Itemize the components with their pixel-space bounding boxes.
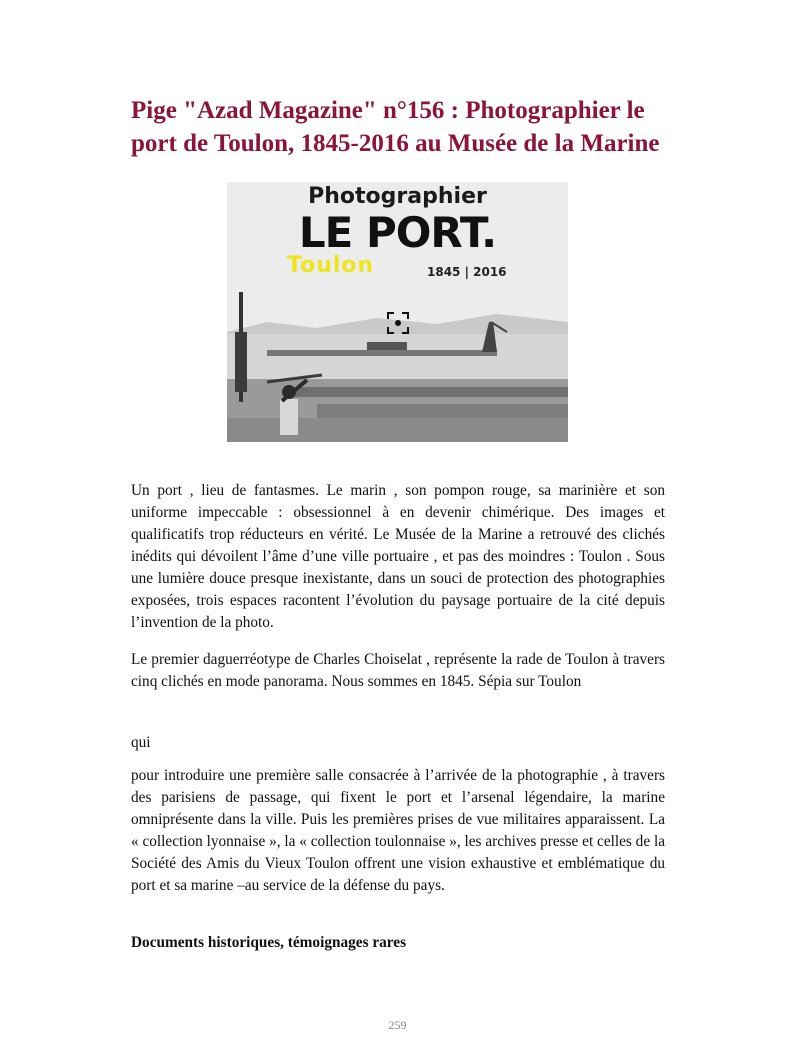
article-paragraph: Le premier daguerréotype de Charles Choiselat , représente la rade de Toulon à travers cinq clichés en mode panorama. Nous sommes en 1845. Sépia sur Toulon <box>131 651 665 690</box>
focus-frame-icon <box>387 312 409 334</box>
poster-line-1: Photographier <box>308 184 487 209</box>
poster-dates: 1845 | 2016 <box>427 265 507 279</box>
article-paragraph: pour introduire une première salle consacrée à l’arrivée de la photographie , à travers des parisiens de passage, qui fixent le port et l’arsenal légendaire, la marine omniprésente dans la ville. Puis les premières prises de vue militaires apparaissent. La « collection lyonnaise », la « collection toulonnaise », les archives presse et celles de la Société des Amis du Vieux Toulon offrent une vision exhaustive et emblématique du port et sa marine –au service de la défense du pays. <box>131 767 665 894</box>
section-subheading: Documents historiques, témoignages rares <box>131 934 407 951</box>
page-number: 259 <box>388 1018 407 1032</box>
poster-line-2: LE PORT. <box>298 208 497 257</box>
article-title: Pige "Azad Magazine" n°156 : Photographier le port de Toulon, 1845-2016 au Musée de la Marine <box>131 97 660 157</box>
article-paragraph: Un port , lieu de fantasmes. Le marin , son pompon rouge, sa marinière et son uniforme impeccable : obsessionnel à en devenir chimérique. Des images et qualificatifs trop réducteurs en vérité. Le Musée de la Marine a retrouvé des clichés inédits qui dévoilent l’âme d’une ville portuaire , et pas des moindres : Toulon . Sous une lumière douce presque inexistante, dans un souci de protection des photographies exposées, trois espaces racontent l’évolution du paysage portuaire de la cité depuis l’invention de la photo. <box>131 482 665 631</box>
exhibition-poster-image <box>227 182 568 442</box>
article-paragraph: qui <box>131 734 151 751</box>
poster-line-3: Toulon <box>287 253 375 278</box>
